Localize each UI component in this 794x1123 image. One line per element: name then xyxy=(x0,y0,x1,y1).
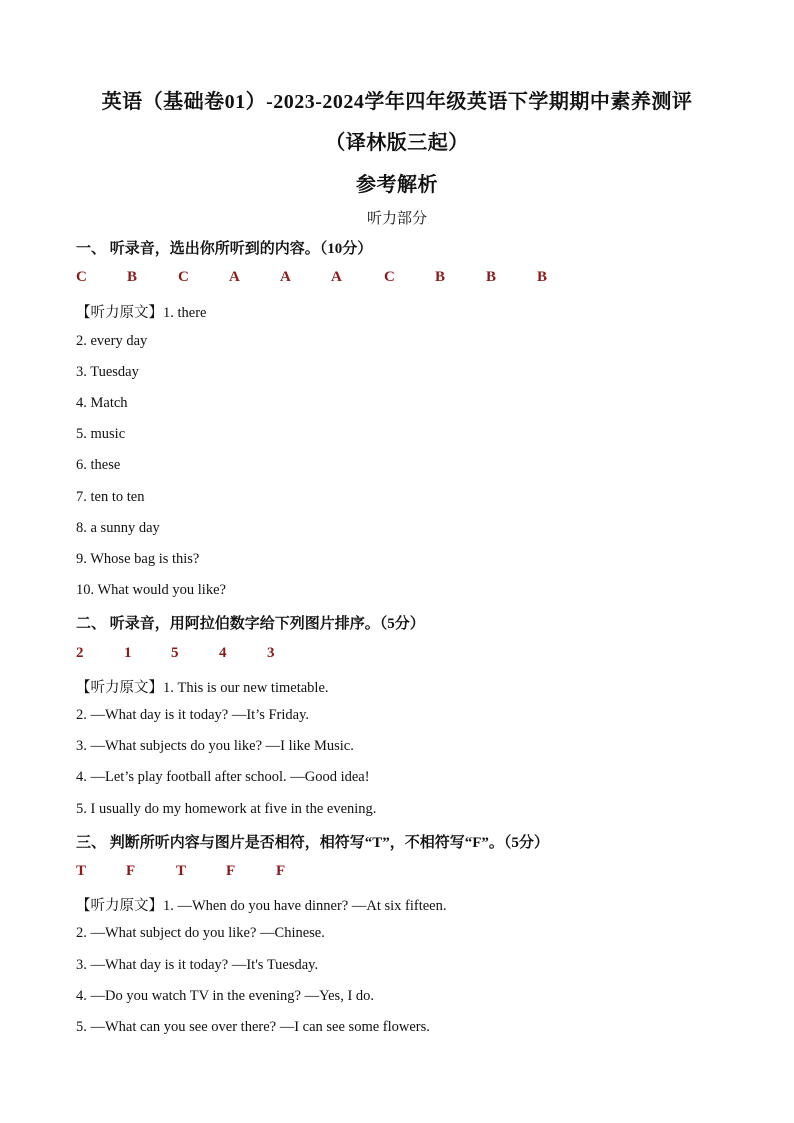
answer: A xyxy=(229,269,240,285)
answer: T xyxy=(76,863,87,879)
script-line: 【听力原文】1. This is our new timetable. xyxy=(76,680,329,696)
section-heading-3: 三、 判断所听内容与图片是否相符，相符写“T”，不相符写“F”。（5分） xyxy=(76,835,549,851)
answer: B xyxy=(435,269,446,285)
script-line: 5. music xyxy=(76,426,126,442)
section-heading-1: 一、 听录音，选出你所听到的内容。（10分） xyxy=(76,241,373,257)
answer: B xyxy=(486,269,497,285)
answer: C xyxy=(178,269,189,285)
answer: C xyxy=(384,269,395,285)
document-title-edition: （译林版三起） xyxy=(325,132,469,154)
script-line: 3. —What day is it today? —It's Tuesday. xyxy=(76,957,319,973)
script-line: 5. —What can you see over there? —I can see some flowers. xyxy=(76,1019,430,1035)
document-title: 英语（基础卷01）-2023-2024学年四年级英语下学期期中素养测评 xyxy=(101,91,693,113)
answer: C xyxy=(76,269,87,285)
script-line: 4. —Do you watch TV in the evening? —Yes, I do. xyxy=(76,988,375,1004)
answer: 3 xyxy=(267,645,275,661)
answer: F xyxy=(126,863,136,879)
script-line: 2. —What day is it today? —It’s Friday. xyxy=(76,707,310,723)
script-line: 2. every day xyxy=(76,333,148,349)
script-line: 【听力原文】1. there xyxy=(76,305,207,321)
script-line: 9. Whose bag is this? xyxy=(76,551,200,567)
script-line: 8. a sunny day xyxy=(76,520,160,536)
answer: B xyxy=(537,269,548,285)
answer: A xyxy=(280,269,291,285)
section-heading-2: 二、 听录音，用阿拉伯数字给下列图片排序。（5分） xyxy=(76,616,425,632)
script-line: 3. —What subjects do you like? —I like Music. xyxy=(76,738,354,754)
script-line: 10. What would you like? xyxy=(76,582,226,598)
script-line: 【听力原文】1. —When do you have dinner? —At six fifteen. xyxy=(76,898,447,914)
script-line: 3. Tuesday xyxy=(76,364,139,380)
answer: B xyxy=(127,269,138,285)
answer: 2 xyxy=(76,645,84,661)
section-label: 听力部分 xyxy=(366,211,427,227)
script-line: 2. —What subject do you like? —Chinese. xyxy=(76,925,325,941)
script-line: 5. I usually do my homework at five in the evening. xyxy=(76,801,377,817)
script-line: 4. —Let’s play football after school. —Good idea! xyxy=(76,769,370,785)
script-line: 7. ten to ten xyxy=(76,489,145,505)
document-subtitle: 参考解析 xyxy=(356,174,438,196)
answer: 1 xyxy=(124,645,132,661)
answer: T xyxy=(176,863,187,879)
answer: 5 xyxy=(171,645,179,661)
script-line: 6. these xyxy=(76,457,121,473)
answer: F xyxy=(226,863,236,879)
script-line: 4. Match xyxy=(76,395,128,411)
answer: F xyxy=(276,863,286,879)
answer: A xyxy=(331,269,342,285)
answer: 4 xyxy=(219,645,227,661)
